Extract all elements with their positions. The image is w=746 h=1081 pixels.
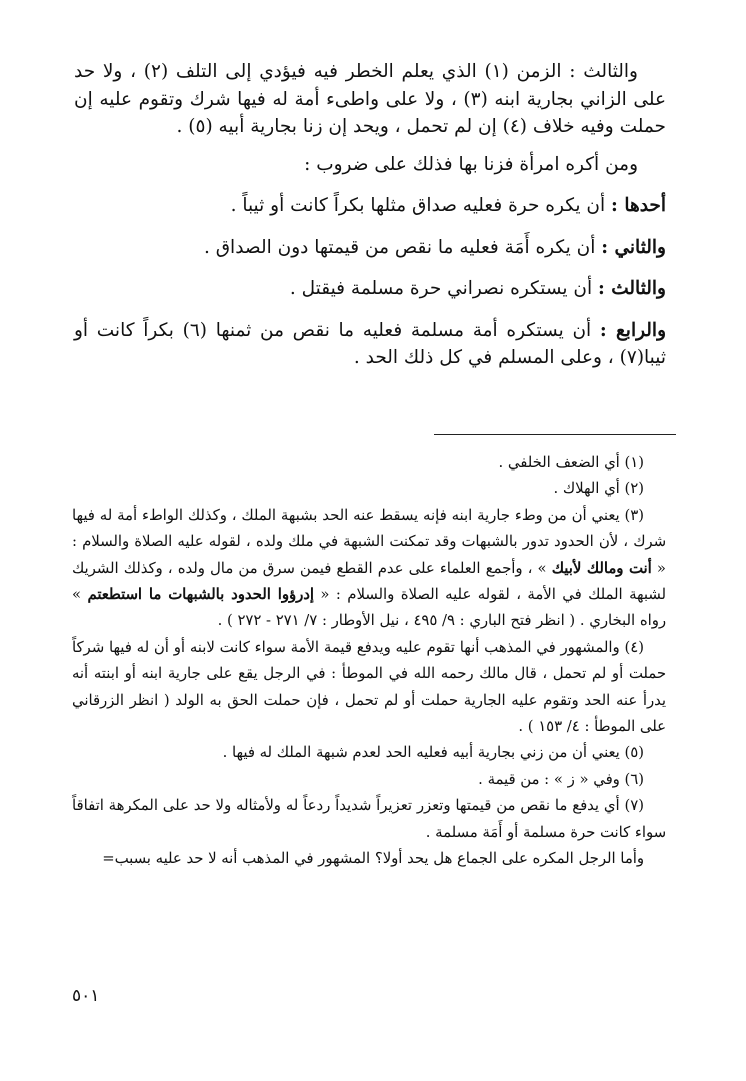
footnote-3 [72,503,666,635]
case-heading: والثالث : [597,278,666,299]
footnote-2: (٢) أي الهلاك . [553,480,644,498]
footnote-text: (٣) يعني أن من وطء جارية ابنه فإنه يسقط عنه الحد بشبهة الملك ، وكذلك الواطء أمة له فيها شرك ، لأن الحدود تدور بالشبهات وقد تمكنت الشبهة في ملك ولده ، لقوله عليه الصلاة والسلام : « [72,506,666,577]
hadith-quote: إدرؤوا الحدود بالشبهات ما استطعتم [87,586,314,604]
main-text [74,58,666,372]
paragraph-fourth-case [74,317,666,372]
paragraph-first-case [74,192,666,220]
case-text: أن يكره حرة فعليه صداق مثلها بكراً كانت أو ثيباً . [230,195,612,216]
footnote-text: » رواه البخاري . ( انظر فتح الباري : ٩/ ٤٩٥ ، نيل الأوطار : ٧/ ٢٧١ - ٢٧٢ ) . [72,586,666,630]
footnote-separator [434,434,676,435]
footnote-continuation: وأما الرجل المكره على الجماع هل يحد أولا؟ المشهور في المذهب أنه لا حد عليه بسبب= [102,850,644,868]
footnote-5: (٥) يعني أن من زني بجارية أبيه فعليه الحد لعدم شبهة الملك له فيها . [222,744,644,762]
case-text: أن يستكره نصراني حرة مسلمة فيقتل . [289,278,598,299]
footnote-6: (٦) وفي « ز » : من قيمة . [478,770,644,788]
hadith-quote: أنت ومالك لأبيك [551,559,652,577]
paragraph-second-case [74,234,666,262]
case-text: أن يكره أَمَة فعليه ما نقص من قيمتها دون الصداق . [203,236,602,258]
footnotes [72,450,666,873]
paragraph-third-case [74,275,666,303]
paragraph-coercion-intro: ومن أكره امرأة فزنا بها فذلك على ضروب : [304,153,638,175]
case-heading: أحدها : [611,195,666,216]
footnote-4: (٤) والمشهور في المذهب أنها تقوم عليه ويدفع قيمة الأمة سواء كانت لابنه أو أن له فيها شركاً حملت أو لم تحمل ، قال مالك رحمه الله في الموطأ : في الرجل يقع على جارية ابنه أو ابنته أنه يدرأ عنه الحد وتقوم عليه الجارية حملت أو لم تحمل ، فإن حملت الحق به الولد ( انظر الزرقاني على الموطأ : ٤/ ١٥٣ ) . [72,638,666,736]
paragraph-third-condition: والثالث : الزمن (١) الذي يعلم الخطر فيه فيؤدي إلى التلف (٢) ، ولا حد على الزاني بجارية ابنه (٣) ، ولا على واطىء أمة له فيها شرك وتقوم عليه إن حملت وفيه خلاف (٤) إن لم تحمل ، ويحد إن زنا بجارية أبيه (٥) . [74,61,666,137]
footnote-text: » ، وأجمع العلماء على عدم القطع فيمن سرق من مال ولده ، وكذلك الشريك لشبهة الملك في الأمة ، لقوله عليه الصلاة والسلام : « [72,559,666,604]
case-heading: والثاني : [601,236,666,258]
case-heading: والرابع : [599,319,666,341]
page-number: ٥٠١ [72,986,100,1006]
footnote-7: (٧) أي يدفع ما نقص من قيمتها وتعزر تعزيراً شديداً ردعاً له ولأمثاله ولا حد على المكرهة اتفاقاً سواء كانت حرة مسلمة أو أَمَة مسلمة . [72,797,666,841]
case-text: أن يستكره أمة مسلمة فعليه ما نقص من ثمنها (٦) بكراً كانت أو ثيبا(٧) ، وعلى المسلم في كل ذلك الحد . [74,319,666,368]
footnote-1: (١) أي الضعف الخلفي . [498,454,644,471]
